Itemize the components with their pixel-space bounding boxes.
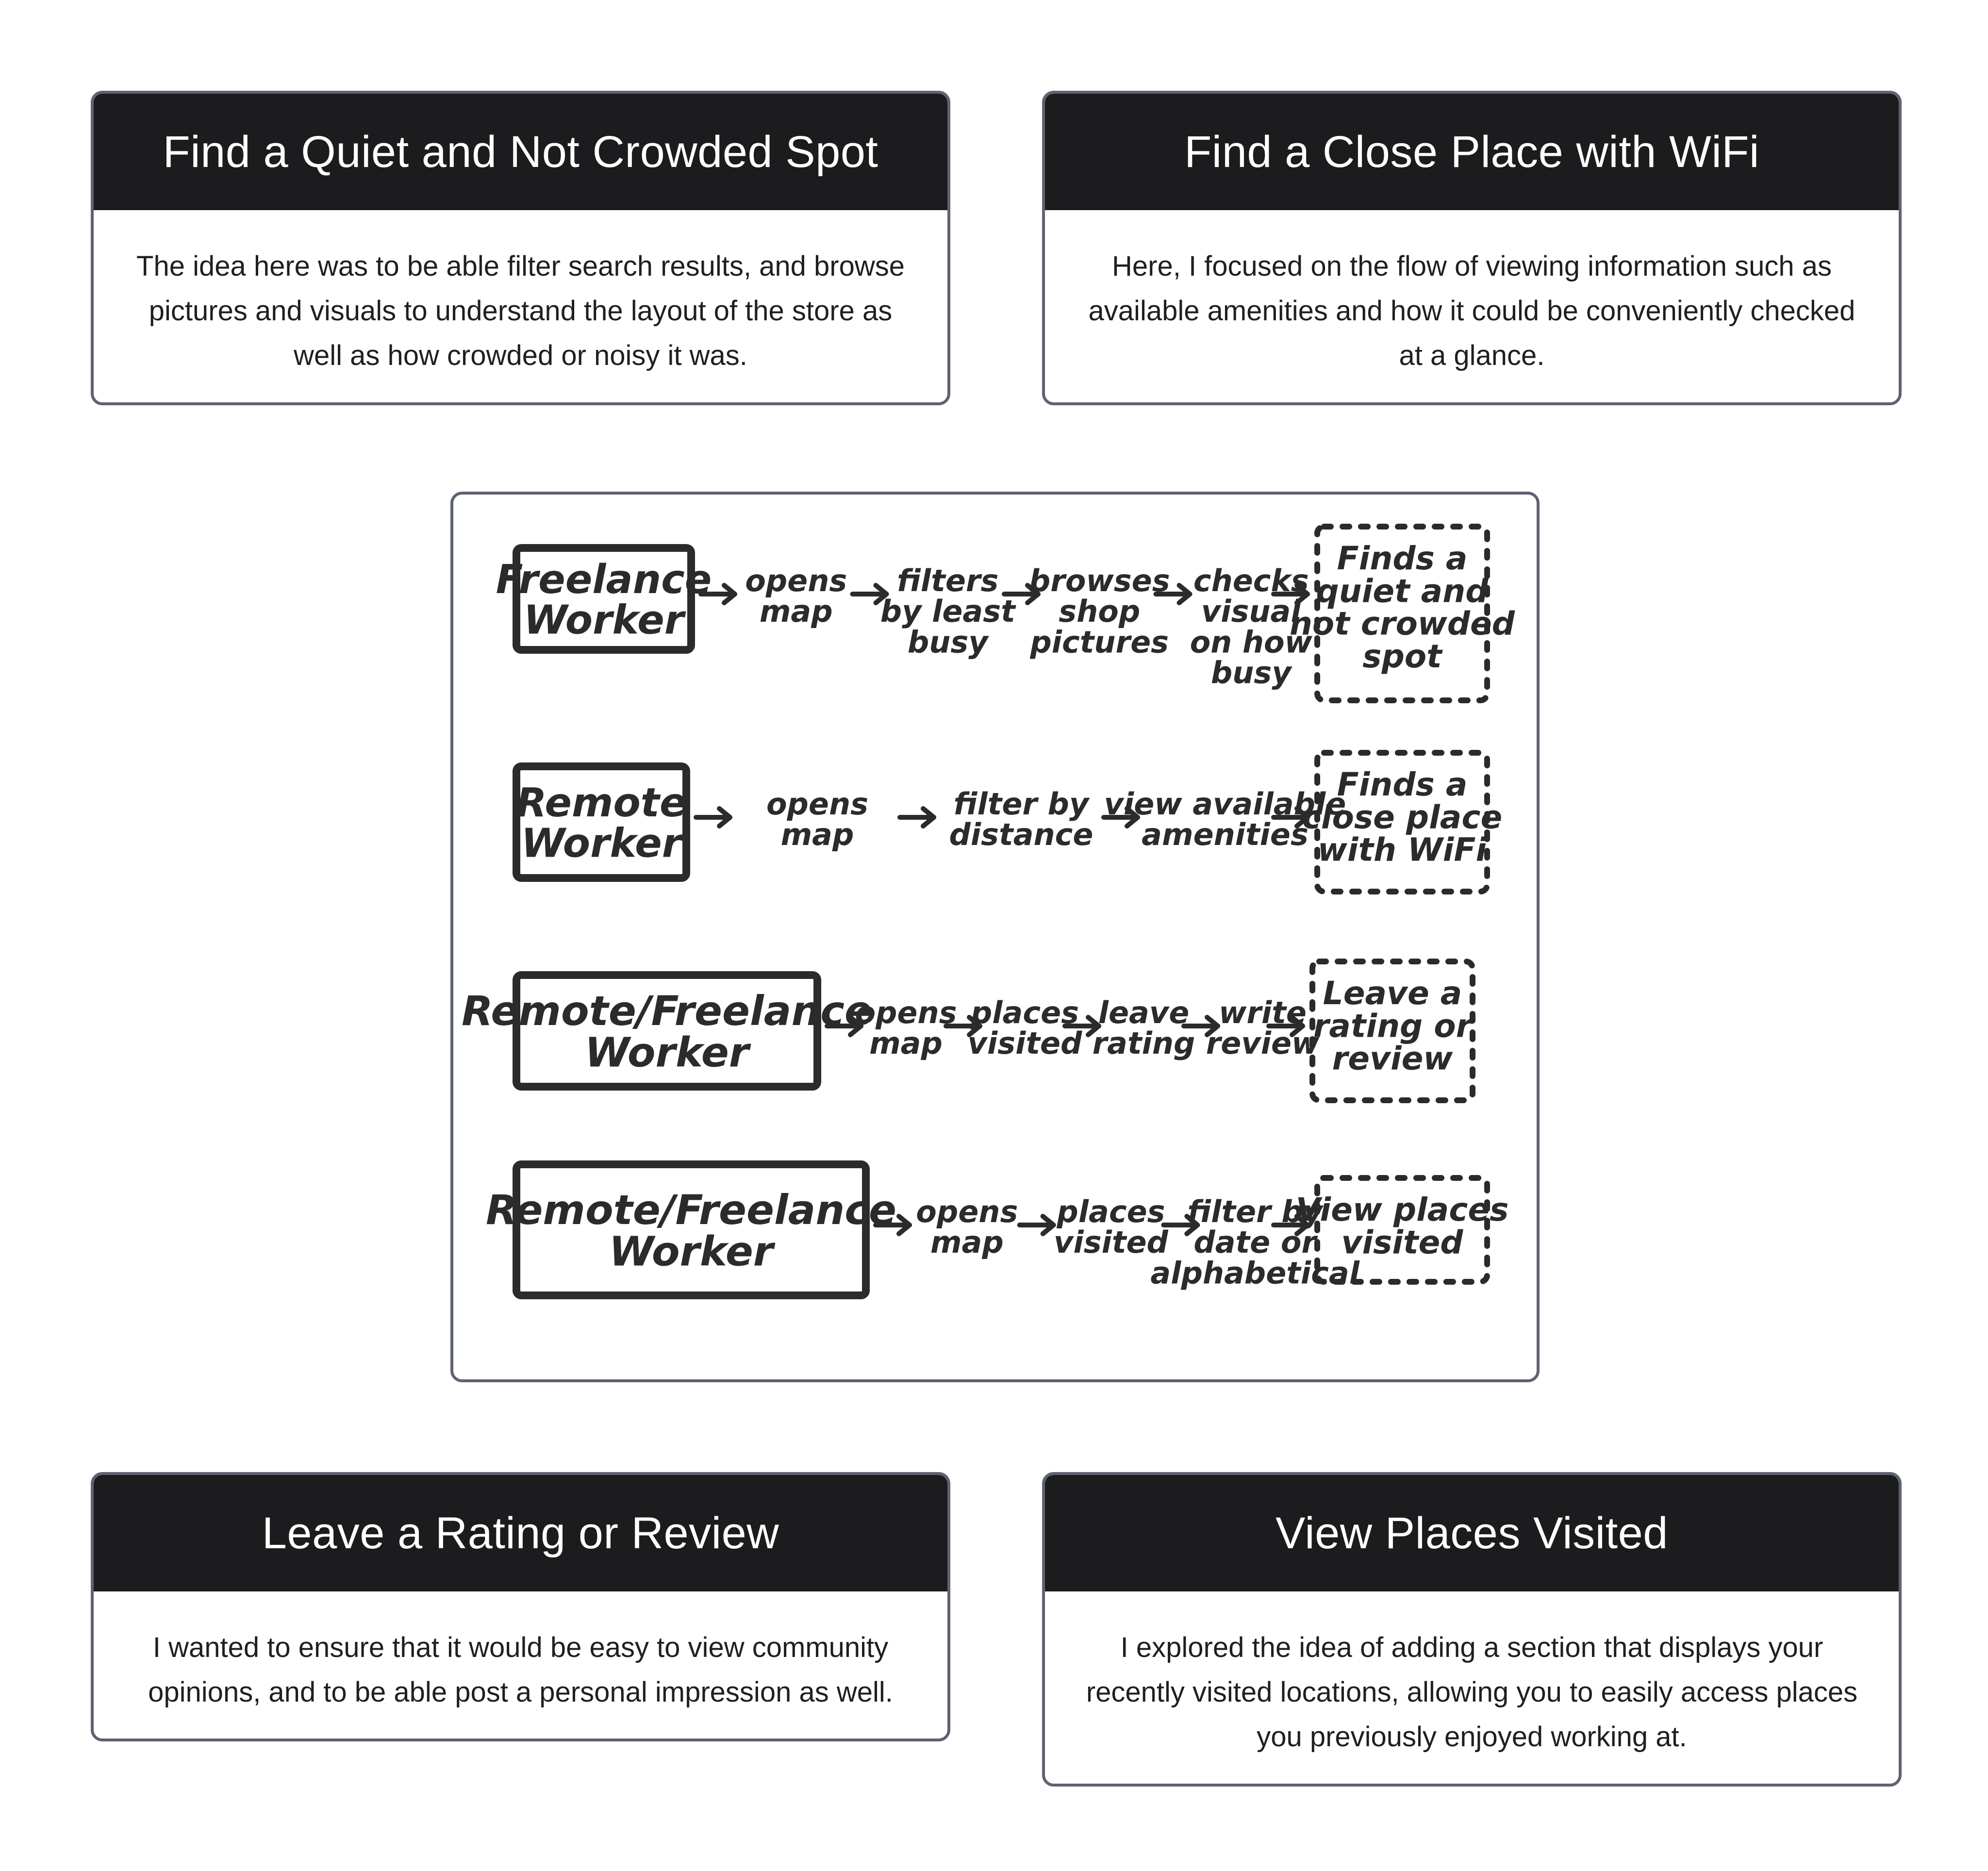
goal-label (1313, 975, 1474, 1077)
flow-step-label-line: review (1206, 1026, 1320, 1061)
flow-step-label-line: map (780, 817, 854, 853)
flow-step-label-line: opens (766, 786, 869, 822)
flow-arrow (696, 809, 730, 826)
goal-label-line: close place (1302, 798, 1503, 836)
flow-step-label-line: filter by (1187, 1193, 1323, 1229)
flow-step-label (855, 995, 957, 1061)
flow-step-label-line: visited (967, 1026, 1082, 1061)
user-flow-sketch (450, 492, 1540, 1382)
flow-step-label-line: places (1057, 1193, 1165, 1229)
goal-label-line: Leave a (1323, 975, 1462, 1012)
flow-step-label-line: write (1219, 994, 1307, 1030)
flow-row (462, 961, 1474, 1100)
flow-step-label-line: shop (1059, 594, 1141, 629)
flow-step-label-line: map (759, 594, 833, 629)
scenario-card-wifi-place (1042, 91, 1902, 405)
flow-row (486, 1164, 1508, 1295)
flow-step-label-line: map (869, 1026, 943, 1061)
goal-label-line: View places (1295, 1191, 1509, 1228)
actor-label-line: Worker (609, 1227, 774, 1275)
flow-step-label-line: opens (745, 563, 847, 598)
flow-step-label-line: visual (1201, 594, 1301, 629)
flow-step-label-line: places (970, 994, 1079, 1030)
flow-step-label-line: opens (916, 1193, 1018, 1229)
actor-label-line: Freelance (496, 556, 712, 603)
flow-step-label-line: busy (907, 624, 988, 660)
actor-label-line: Remote/Freelance (485, 1186, 897, 1234)
flow-arrow (900, 809, 934, 826)
card-title: View Places Visited (1045, 1475, 1899, 1591)
goal-label (1296, 1191, 1509, 1261)
flow-step-label-line: view available (1104, 786, 1346, 822)
flow-step-label-line: leave (1098, 994, 1190, 1030)
card-title: Leave a Rating or Review (94, 1475, 947, 1591)
goal-label (1290, 540, 1515, 675)
flow-step-label (1029, 563, 1170, 660)
flow-row (516, 753, 1502, 892)
flow-step-label (745, 563, 847, 629)
flow-row (496, 527, 1515, 700)
flow-step-label-line: visited (1054, 1225, 1168, 1260)
flow-step-label (949, 786, 1093, 852)
actor-label (496, 557, 712, 644)
actor-label (516, 780, 686, 867)
flow-step-label-line: map (930, 1225, 1004, 1260)
flow-step-label (1093, 995, 1195, 1061)
flow-step-label (1190, 563, 1313, 691)
flow-step-label-line: checks (1193, 563, 1309, 598)
flow-step-label (1104, 786, 1346, 852)
flow-step-label-line: filters (897, 563, 999, 598)
scenario-card-rating-review (91, 1472, 950, 1741)
flow-step-label-line: by least (880, 594, 1015, 629)
card-description: The idea here was to be able filter search results, and browse pictures and visuals to understand the layout of the store as well as how crowded or noisy it was. (136, 250, 905, 371)
actor-label (462, 987, 872, 1076)
user-flow-sketch-drawing (453, 495, 1537, 1379)
scenario-card-places-visited (1042, 1472, 1902, 1787)
flow-step-label (1054, 1194, 1169, 1260)
flow-step-label-line: browses (1028, 563, 1170, 598)
scenario-card-quiet-spot (91, 91, 950, 405)
flow-step-label-line: on how (1190, 624, 1312, 660)
flow-step-label-line: filter by (953, 786, 1089, 822)
goal-label-line: with WiFi (1317, 831, 1487, 869)
goal-label-line: Finds a (1337, 766, 1468, 803)
card-title: Find a Close Place with WiFi (1045, 94, 1899, 210)
actor-label-line: Remote (516, 779, 687, 826)
flow-step-label-line: date or (1193, 1225, 1317, 1260)
flow-step-label (916, 1194, 1018, 1260)
flow-arrow (1020, 1216, 1054, 1234)
flow-step-label (766, 786, 868, 852)
card-description: I wanted to ensure that it would be easy to view community opinions, and to be able post a personal impression as well. (148, 1632, 893, 1708)
flow-step-label-line: distance (949, 817, 1093, 853)
goal-label-line: quiet and (1316, 572, 1489, 610)
goal-label-line: Finds a (1337, 540, 1468, 577)
actor-label (486, 1186, 896, 1275)
card-title: Find a Quiet and Not Crowded Spot (94, 94, 947, 210)
goal-label-line: rating or (1313, 1007, 1472, 1045)
flow-step-label-line: rating (1092, 1026, 1195, 1061)
flow-step-label-line: amenities (1142, 817, 1309, 853)
goal-label-line: not crowded (1289, 605, 1515, 643)
flow-step-label-line: alphabetical (1150, 1255, 1359, 1291)
flow-step-label (880, 563, 1016, 660)
flow-step-label-line: busy (1210, 655, 1292, 691)
goal-label-line: review (1332, 1040, 1453, 1077)
card-description: Here, I focused on the flow of viewing information such as available amenities and how it could be conveniently checked at a glance. (1088, 250, 1855, 371)
flow-step-label-line: opens (855, 994, 957, 1030)
goal-label-line: visited (1341, 1224, 1463, 1261)
goal-label-line: spot (1362, 637, 1442, 675)
actor-label-line: Worker (523, 597, 684, 644)
flow-step-label-line: pictures (1030, 624, 1169, 660)
actor-label-line: Worker (584, 1028, 749, 1076)
actor-label-line: Remote/Freelance (461, 987, 873, 1035)
card-description: I explored the idea of adding a section that displays your recently visited locations, allowing you to easily access places you previously enjoyed working at. (1086, 1632, 1858, 1753)
actor-label-line: Worker (521, 820, 682, 867)
